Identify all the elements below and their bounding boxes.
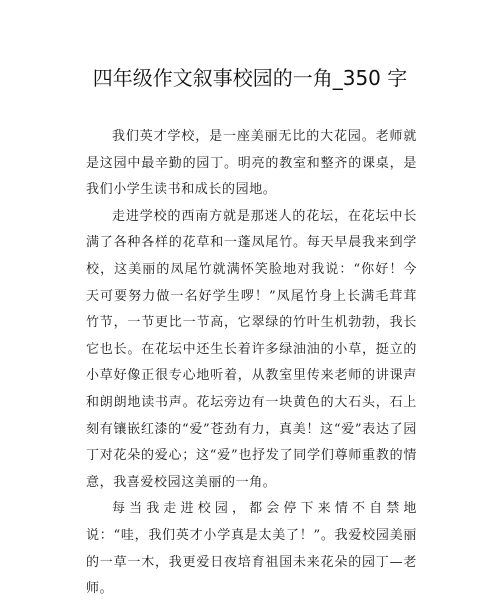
- paragraph-3: 每当我走进校园，都会停下来情不自禁地说：“哇，我们英才小学真是太美了！”。我爱校园美丽的一草一木，我更爱日夜培育祖国未来花朵的园丁—老师。: [86, 501, 417, 597]
- document-body: [86, 124, 417, 603]
- document-title: 四年级作文叙事校园的一角_350 字: [92, 66, 408, 90]
- paragraph-1: 我们英才学校，是一座美丽无比的大花园。老师就是这园中最辛勤的园丁。明亮的教室和整齐的课桌，是我们小学生读书和成长的园地。: [86, 129, 417, 198]
- paragraph-2: 走进学校的西南方就是那迷人的花坛，在花坛中长满了各种各样的花草和一蓬凤尾竹。每天早晨我来到学校，这美丽的凤尾竹就满怀笑脸地对我说：“你好！今天可要努力做一名好学生啰！”凤尾竹身上长满毛茸茸竹节，一节更比一节高，它翠绿的竹叶生机勃勃，我长它也长。在花坛中还生长着许多绿油油的小草，挺立的小草好像正很专心地听着，从教室里传来老师的讲课声和朗朗地读书声。花坛旁边有一块黄色的大石头，石上刻有镶嵌红漆的“爱”苍劲有力，真美！这“爱”表达了园丁对花朵的爱心；这“爱”也抒发了同学们尊师重教的情意，我喜爱校园这美丽的一角。: [86, 208, 417, 490]
